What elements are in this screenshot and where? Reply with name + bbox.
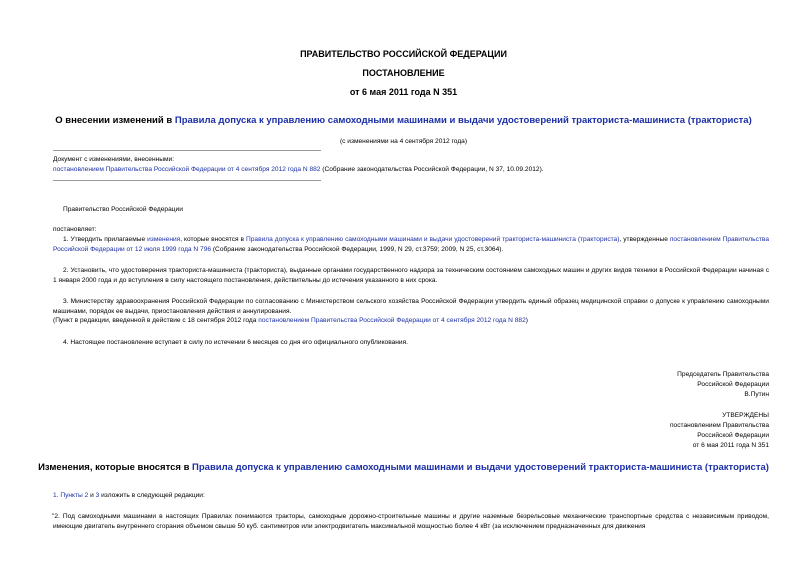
point-2-link[interactable]: 2	[84, 492, 89, 499]
changes-title	[0, 462, 807, 473]
item-3-note-close: )	[525, 317, 528, 324]
decree-882-link[interactable]: постановлением Правительства Российской Федерации от 4 сентября 2012 года N 882	[258, 317, 526, 324]
preamble-resolves: постановляет:	[53, 226, 97, 233]
document-title-prefix: О внесении изменений в	[55, 115, 175, 126]
signature-org: Российской Федерации	[697, 381, 769, 389]
change-1	[53, 491, 205, 501]
changes-title-prefix: Изменения, которые вносятся в	[38, 462, 193, 473]
decree-796-link[interactable]: постановлением Правительства Российской Федерации от 12 июля 1999 года N 796	[53, 236, 769, 253]
changes-rules-link[interactable]: Правила допуска к управлению самоходными машинами и выдачи удостоверений тракториста-машиниста (тракториста)	[192, 462, 769, 473]
document-type: ПОСТАНОВЛЕНИЕ	[362, 68, 445, 78]
signature-position: Председатель Правительства	[677, 371, 769, 378]
divider-bottom	[53, 180, 321, 181]
rules-link[interactable]: Правила допуска к управлению самоходными машинами и выдачи удостоверений тракториста-машиниста (тракториста)	[174, 115, 752, 126]
government-name: ПРАВИТЕЛЬСТВО РОССИЙСКОЙ ФЕДЕРАЦИИ	[300, 49, 507, 59]
point-3-link[interactable]: 3	[95, 492, 100, 499]
approved-heading: УТВЕРЖДЕНЫ	[722, 412, 769, 419]
amendments-source	[53, 165, 544, 175]
item-1-text-c: , утвержденные	[619, 236, 670, 243]
signature-name: В.Путин	[744, 391, 769, 399]
amendment-source-text: (Собрание законодательства Российской Федерации, N 37, 10.09.2012).	[320, 166, 544, 173]
item-4: 4. Настоящее постановление вступает в силу по истечении 6 месяцев со дня его официального опубликования.	[63, 339, 409, 346]
preamble-body: Правительство Российской Федерации	[63, 206, 183, 213]
change-2: "2. Под самоходными машинами в настоящих Правилах понимаются тракторы, самоходные дорожно-строительные машины и другие наземные безрельсовые механические транспортные средства с независимым приводом, имеющие двигатель внутреннего сгорания объемом свыше 50 куб. сантиметров или электродвигатель максимальной мощностью более 4 кВт (за исключением предназначенных для движения	[52, 513, 769, 530]
amendment-decree-link[interactable]: постановлением Правительства Российской Федерации от 4 сентября 2012 года N 882	[53, 166, 321, 173]
item-2: 2. Установить, что удостоверения тракториста-машиниста (тракториста), выданные органами государственного надзора за техническим состоянием самоходных машин и других видов техники в Российской Федерации начиная с 1 января 2000 года и до вступления в силу настоящего постановления, действительны до истечения указанного в них срока.	[53, 267, 769, 284]
changes-date-note: (с изменениями на 4 сентября 2012 года)	[339, 138, 468, 145]
points-link[interactable]: 1. Пункты	[53, 492, 85, 499]
item-1-text-b: , которые вносятся в	[180, 236, 246, 243]
document-date: от 6 мая 2011 года N 351	[349, 87, 458, 97]
approved-block	[670, 411, 769, 451]
document-title	[0, 115, 807, 126]
item-1-text-a: 1. Утвердить прилагаемые	[63, 236, 148, 243]
change-1-and: и	[88, 492, 96, 499]
item-3-note-text: (Пункт в редакции, введенной в действие с 18 сентября 2012 года	[53, 317, 259, 324]
item-3: 3. Министерству здравоохранения Российской Федерации по согласованию с Министерством сельского хозяйства Российской Федерации утвердить единый образец медицинской справки о допуске к управлению самоходными машинами, порядок ее выдачи, приостановления действия и аннулирования.	[53, 298, 769, 315]
amendments-label: Документ с изменениями, внесенными:	[53, 156, 175, 163]
signature-block	[677, 370, 769, 400]
item-1	[53, 235, 769, 254]
approved-decree: постановлением Правительства	[669, 422, 769, 430]
change-1-text: изложить в следующей редакции:	[99, 492, 205, 499]
approved-date: от 6 мая 2011 года N 351	[692, 442, 769, 450]
rules-link-item-1[interactable]: Правила допуска к управлению самоходными машинами и выдачи удостоверений тракториста-машиниста (тракториста)	[246, 236, 620, 243]
divider-top	[53, 150, 321, 151]
item-1-text-d: (Собрание законодательства Российской Федерации, 1999, N 29, ст.3759; 2009, N 25, ст.3064).	[211, 245, 504, 253]
changes-link[interactable]: изменения	[147, 236, 181, 243]
item-3-note	[53, 316, 528, 326]
approved-org: Российской Федерации	[697, 432, 769, 440]
